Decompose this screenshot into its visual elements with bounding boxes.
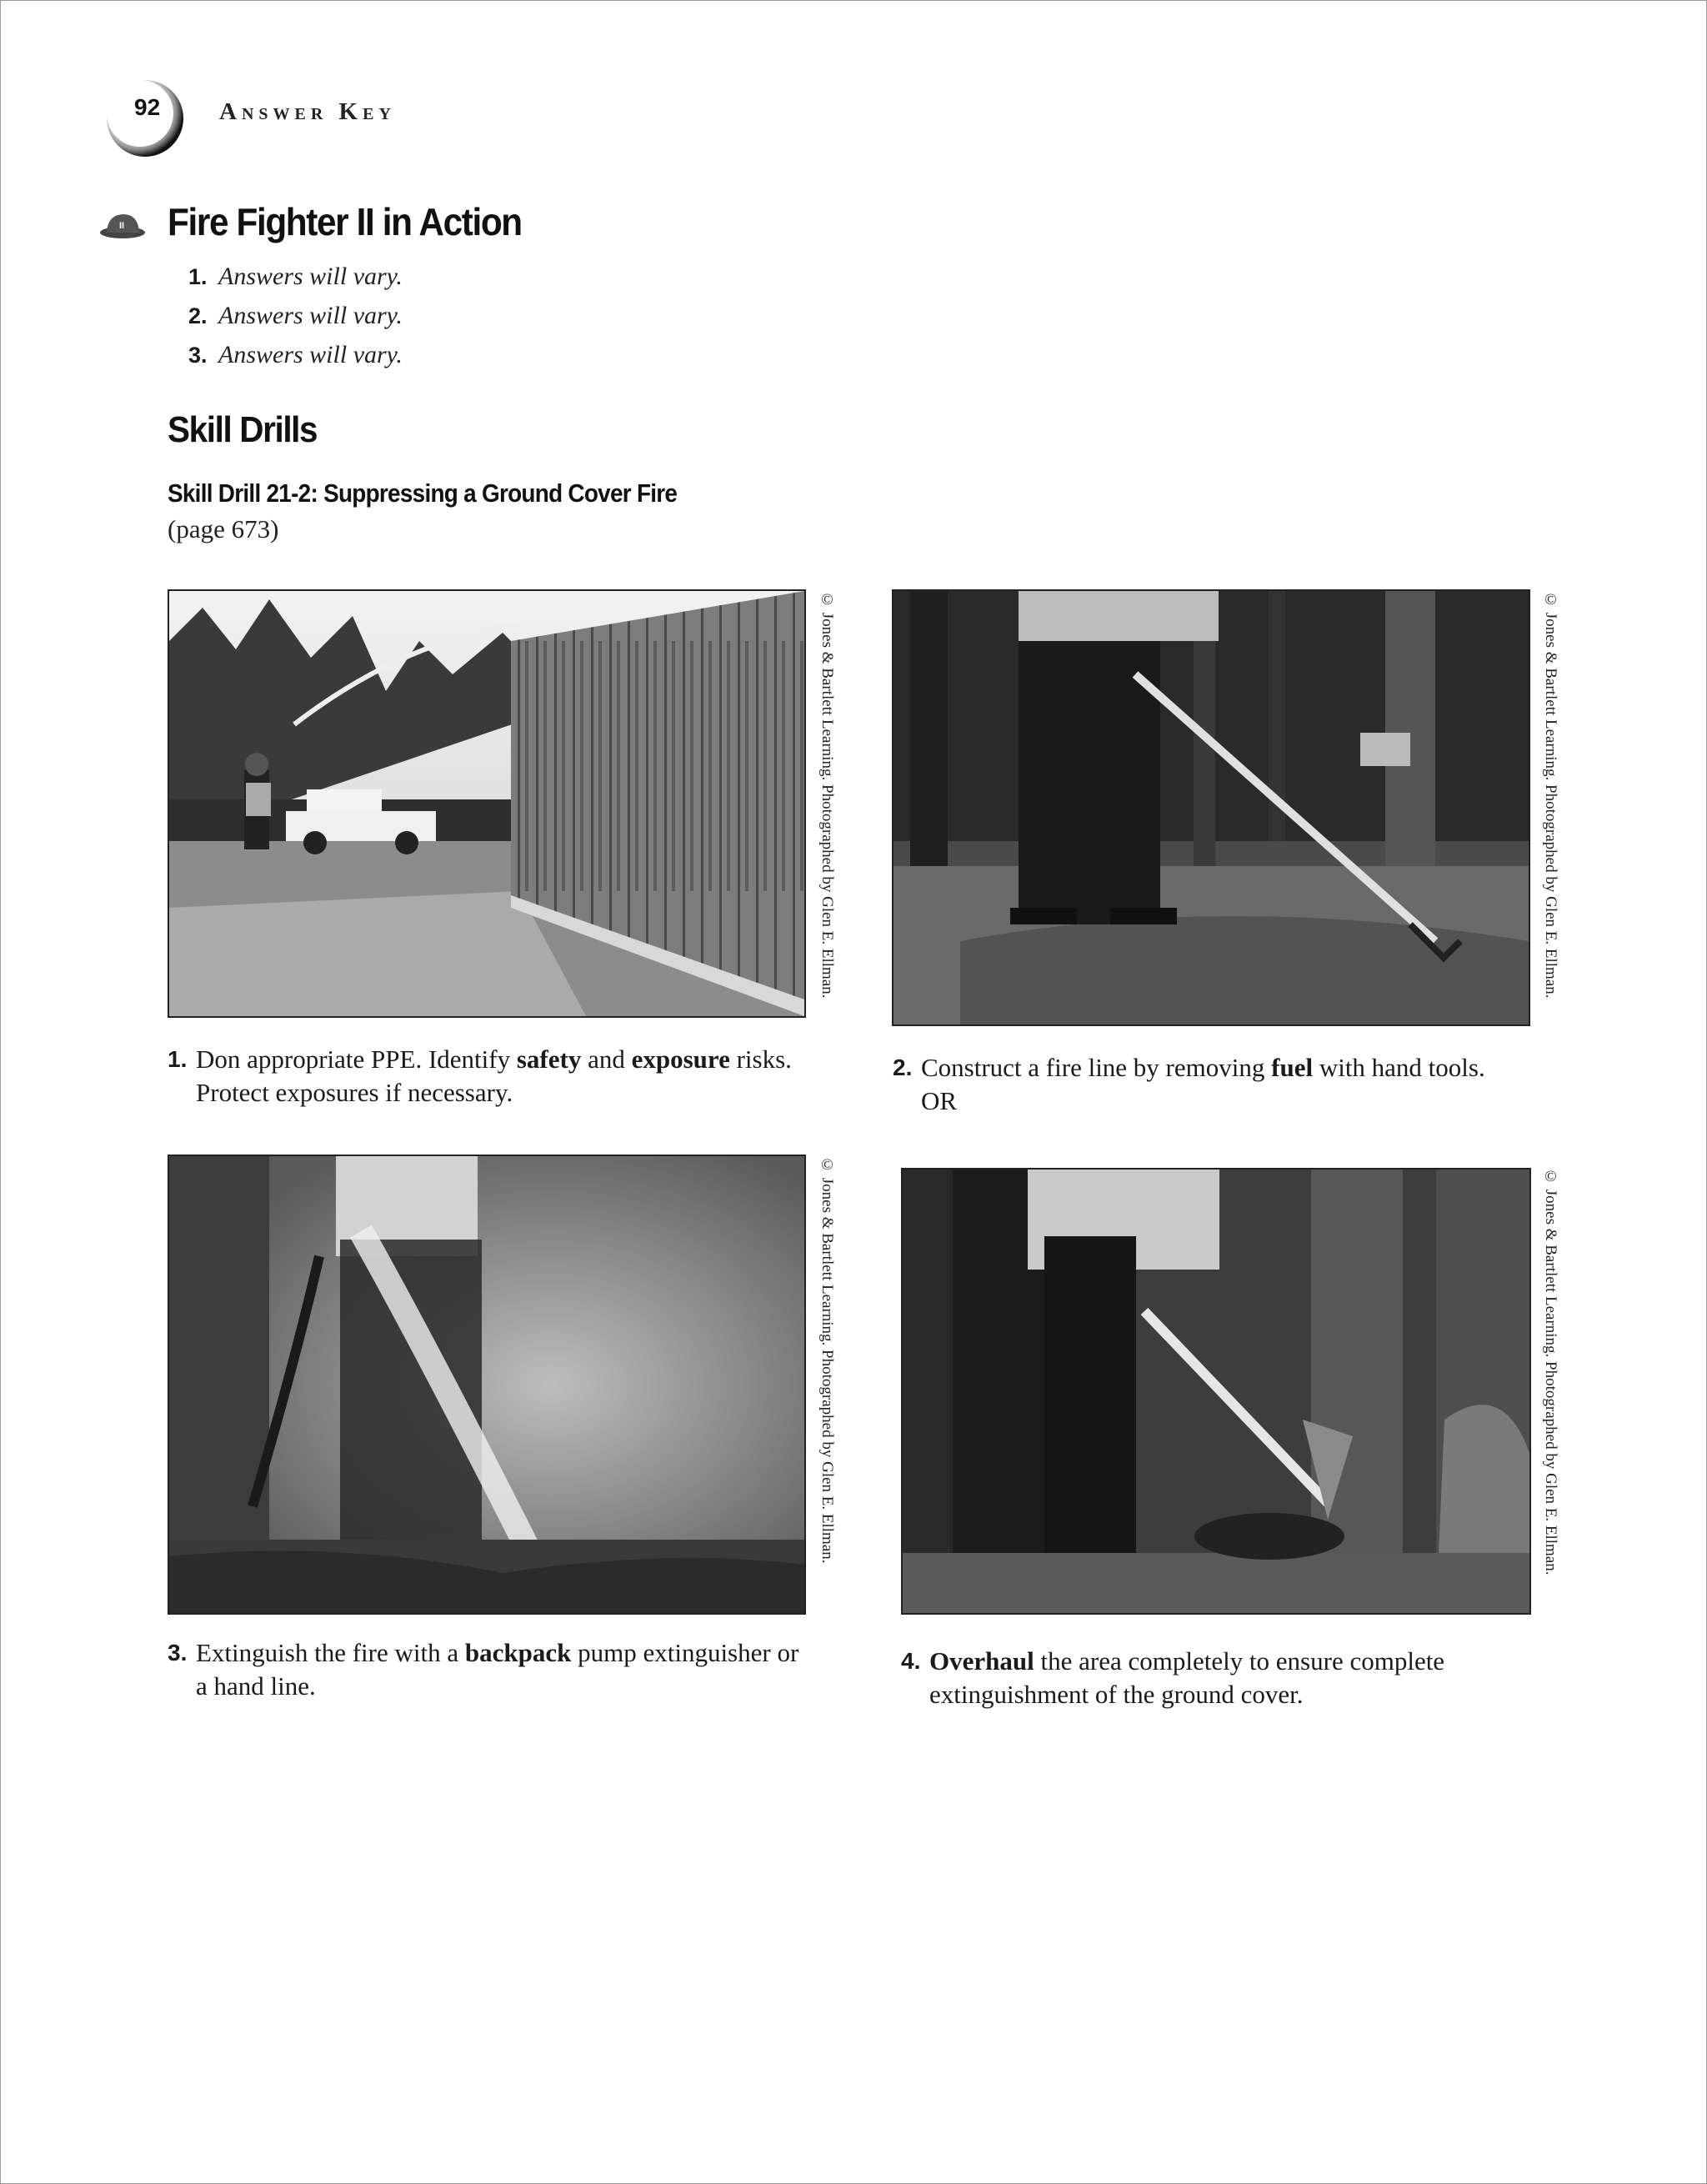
caption-text: Construct a fire line by removing	[921, 1053, 1272, 1082]
fire-helmet-icon	[99, 211, 146, 241]
step-number: 1.	[168, 1046, 188, 1072]
step-number: 4.	[901, 1648, 921, 1674]
photo-credit: © Jones & Bartlett Learning. Photographed by Glen E. Ellman.	[1542, 1168, 1559, 1575]
drill-title: Skill Drill 21-2: Suppressing a Ground Cover Fire	[168, 478, 678, 508]
step-number: 2.	[893, 1054, 913, 1080]
answer-item	[188, 263, 403, 302]
answer-text: Answers will vary.	[218, 341, 403, 368]
step-2-photo	[892, 589, 1530, 1026]
answer-text: Answers will vary.	[218, 263, 403, 290]
caption-keyword: safety	[516, 1044, 582, 1074]
photo-credit: © Jones & Bartlett Learning. Photographed by Glen E. Ellman.	[1542, 591, 1559, 999]
answer-item	[188, 302, 403, 341]
caption-keyword: fuel	[1271, 1053, 1314, 1082]
caption-keyword: backpack	[464, 1638, 572, 1667]
caption-text: risks. Protect exposures if necessary.	[196, 1044, 792, 1107]
running-head: Answer Key	[219, 98, 396, 125]
page-number-tab	[105, 80, 188, 163]
page-number: 92	[134, 94, 161, 120]
caption-text: with hand tools. OR	[921, 1053, 1485, 1115]
caption-text: and	[581, 1044, 632, 1074]
step-number: 3.	[168, 1640, 188, 1666]
section-title: Fire Fighter II in Action	[168, 200, 522, 243]
skill-drills-title: Skill Drills	[168, 409, 318, 450]
caption-keyword: exposure	[631, 1044, 730, 1074]
photo-credit: © Jones & Bartlett Learning. Photographed by Glen E. Ellman.	[818, 1156, 836, 1564]
step-3-caption	[168, 1636, 804, 1703]
caption-text: pump extinguisher or a hand line.	[196, 1638, 799, 1701]
caption-text: Don appropriate PPE. Identify	[196, 1044, 517, 1074]
answer-number: 3.	[188, 343, 208, 368]
caption-keyword: Overhaul	[929, 1646, 1034, 1676]
step-4-caption	[901, 1645, 1529, 1711]
svg-text:II: II	[118, 221, 125, 231]
answer-text: Answers will vary.	[218, 302, 403, 329]
step-1-photo	[168, 589, 806, 1018]
answer-list	[188, 263, 403, 380]
answer-number: 2.	[188, 303, 208, 328]
step-4-photo	[901, 1168, 1531, 1615]
step-3-photo	[168, 1155, 806, 1615]
drill-page-reference: (page 673)	[168, 514, 279, 543]
step-2-caption	[893, 1051, 1521, 1118]
answer-number: 1.	[188, 264, 208, 289]
caption-text: Extinguish the fire with a	[196, 1638, 465, 1667]
caption-text: the area completely to ensure complete extinguishment of the ground cover.	[929, 1646, 1445, 1709]
step-1-caption	[168, 1043, 804, 1110]
photo-credit: © Jones & Bartlett Learning. Photographed by Glen E. Ellman.	[818, 591, 836, 999]
answer-item	[188, 341, 403, 380]
